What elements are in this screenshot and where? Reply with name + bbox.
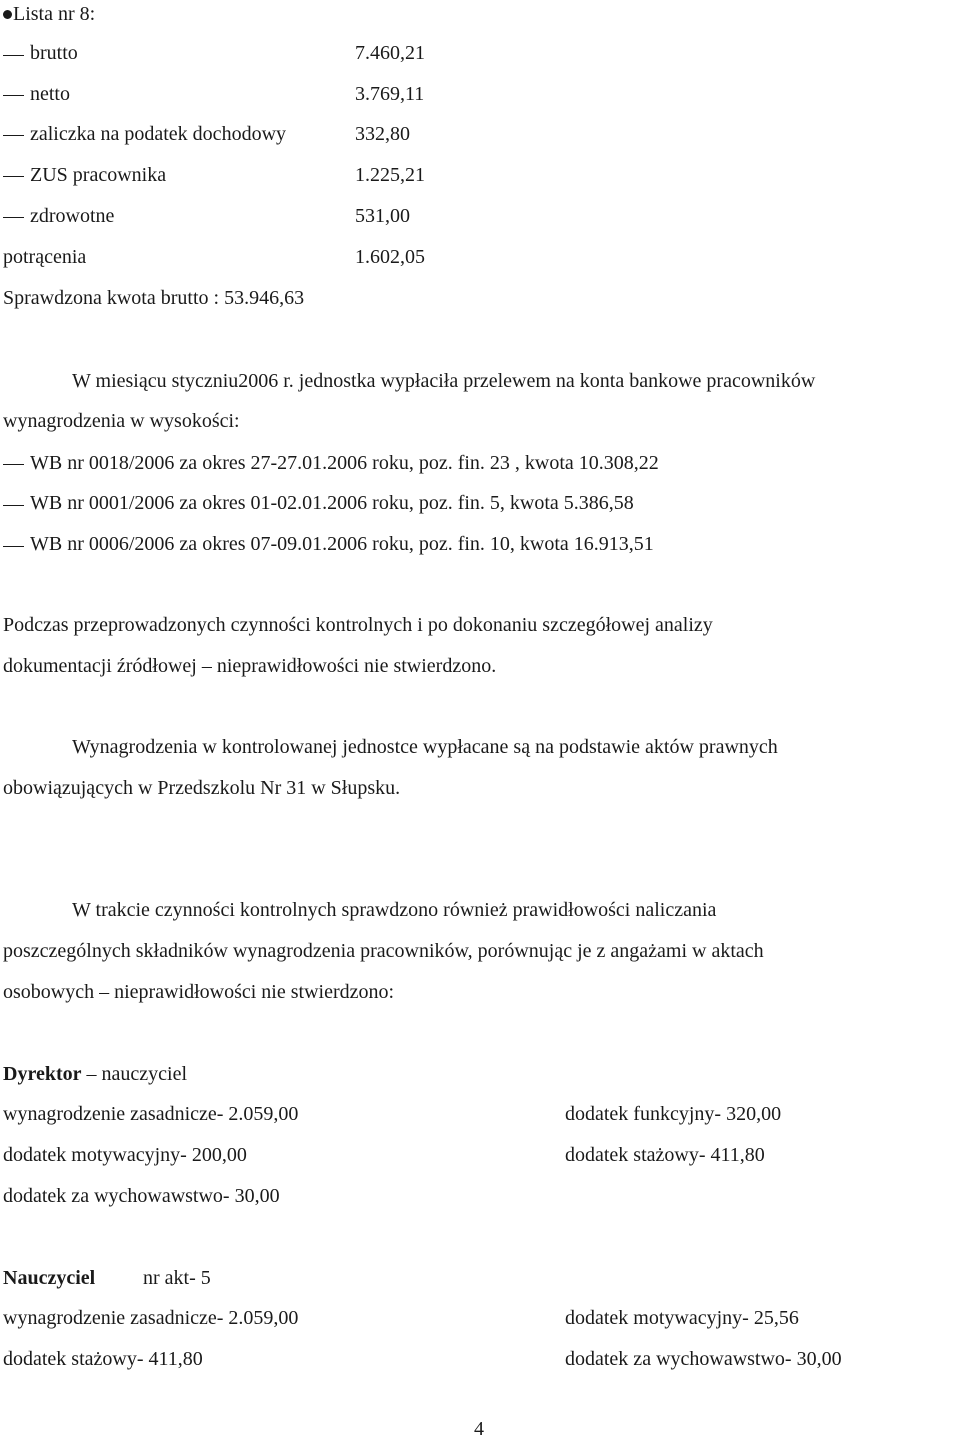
- dash-icon: [3, 546, 24, 547]
- lista-item-value: 3.769,11: [355, 83, 425, 105]
- lista-item-label: brutto: [30, 42, 78, 64]
- dyrektor-heading-line: [3, 1062, 187, 1086]
- lista-item-value: 332,80: [355, 123, 410, 145]
- paragraph-2-line-2: obowiązujących w Przedszkolu Nr 31 w Słupsku.: [3, 777, 401, 799]
- dyrektor-heading: Dyrektor: [3, 1063, 82, 1085]
- dash-icon: [3, 95, 24, 96]
- payment-item-text: WB nr 0001/2006 za okres 01-02.01.2006 roku, poz. fin. 5, kwota 5.386,58: [30, 492, 634, 514]
- lista-item-value: 7.460,21: [355, 42, 425, 64]
- paragraph-1-line-2: dokumentacji źródłowej – nieprawidłowości nie stwierdzono.: [3, 655, 497, 677]
- paragraph-3-line-2: poszczególnych składników wynagrodzenia pracowników, porównując je z angażami w aktach: [3, 940, 764, 962]
- nauczyciel-pay-item: dodatek za wychowawstwo- 30,00: [565, 1348, 842, 1370]
- dash-icon: [3, 464, 24, 465]
- dash-icon: [3, 217, 24, 218]
- dyrektor-pay-item: dodatek motywacyjny- 200,00: [3, 1144, 247, 1166]
- lista-item-label: netto: [30, 83, 70, 105]
- payment-item-text: WB nr 0006/2006 za okres 07-09.01.2006 roku, poz. fin. 10, kwota 16.913,51: [30, 533, 654, 555]
- lista-item-value: 531,00: [355, 205, 410, 227]
- nauczyciel-pay-item: dodatek stażowy- 411,80: [3, 1348, 203, 1370]
- nauczyciel-pay-item: wynagrodzenie zasadnicze- 2.059,00: [3, 1307, 299, 1329]
- dash-icon: [3, 176, 24, 177]
- lista-item-label: zdrowotne: [30, 205, 115, 227]
- lista-item-label: ZUS pracownika: [30, 164, 167, 186]
- dyrektor-pay-item: dodatek za wychowawstwo- 30,00: [3, 1185, 280, 1207]
- lista-item-label: zaliczka na podatek dochodowy: [30, 123, 287, 145]
- dyrektor-pay-item: dodatek funkcyjny- 320,00: [565, 1103, 782, 1125]
- lista-title: [3, 2, 95, 26]
- page-number: 4: [474, 1418, 484, 1440]
- paragraph-1-line-1: Podczas przeprowadzonych czynności kontrolnych i po dokonaniu szczegółowej analizy: [3, 614, 713, 636]
- checked-total: Sprawdzona kwota brutto : 53.946,63: [3, 287, 305, 309]
- nauczyciel-heading: Nauczyciel: [3, 1267, 96, 1289]
- lista-title-text: Lista nr 8:: [13, 3, 96, 25]
- potracenia-label: potrącenia: [3, 246, 87, 268]
- lista-item-value: 1.225,21: [355, 164, 425, 186]
- nauczyciel-role: nr akt- 5: [143, 1267, 211, 1289]
- potracenia-value: 1.602,05: [355, 246, 425, 268]
- nauczyciel-pay-item: dodatek motywacyjny- 25,56: [565, 1307, 799, 1329]
- payments-intro-line-2: wynagrodzenia w wysokości:: [3, 410, 240, 432]
- dyrektor-role: – nauczyciel: [81, 1063, 187, 1085]
- paragraph-3-line-3: osobowych – nieprawidłowości nie stwierdzono:: [3, 981, 395, 1003]
- dyrektor-pay-item: dodatek stażowy- 411,80: [565, 1144, 765, 1166]
- bullet-icon: [3, 10, 12, 19]
- dash-icon: [3, 55, 24, 56]
- payments-intro-line-1: W miesiącu styczniu2006 r. jednostka wypłaciła przelewem na konta bankowe pracowników: [72, 370, 816, 392]
- dash-icon: [3, 135, 24, 136]
- paragraph-2-line-1: Wynagrodzenia w kontrolowanej jednostce wypłacane są na podstawie aktów prawnych: [72, 736, 778, 758]
- dash-icon: [3, 505, 24, 506]
- payment-item-text: WB nr 0018/2006 za okres 27-27.01.2006 roku, poz. fin. 23 , kwota 10.308,22: [30, 452, 659, 474]
- paragraph-3-line-1: W trakcie czynności kontrolnych sprawdzono również prawidłowości naliczania: [72, 899, 717, 921]
- dyrektor-pay-item: wynagrodzenie zasadnicze- 2.059,00: [3, 1103, 299, 1125]
